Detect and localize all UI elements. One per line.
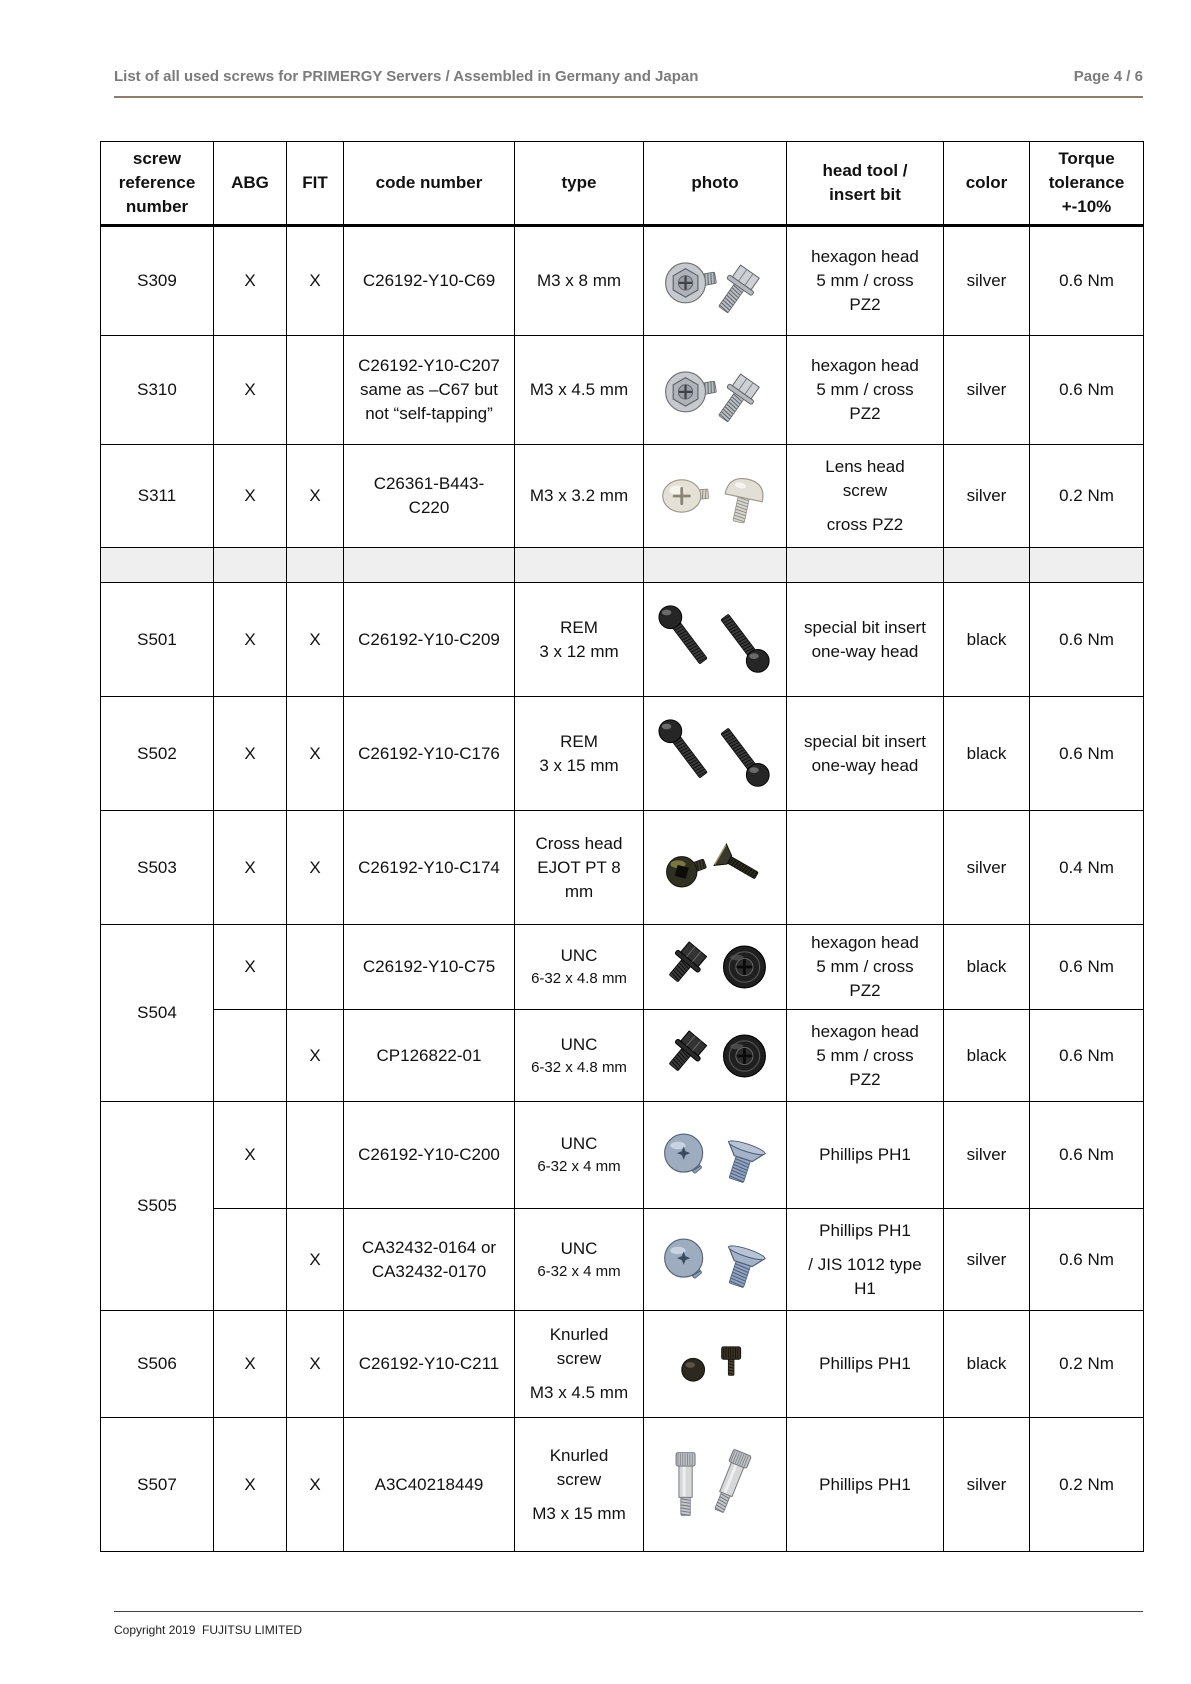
type-text: M3 x 3.2 mm (529, 486, 629, 505)
type-cell (515, 1418, 644, 1552)
type-cell (515, 811, 644, 925)
header-divider (114, 96, 1143, 98)
screw-ref-cell (101, 697, 214, 811)
torque-cell (1030, 1102, 1144, 1209)
table-row (101, 697, 1144, 811)
screw-ref-text: S507 (137, 1474, 177, 1494)
rem-screws-black-photo (653, 602, 777, 678)
head-tool-text: Lens head screw (825, 457, 905, 500)
abg-cell (214, 1209, 287, 1311)
screw-ref-cell (101, 226, 214, 336)
unc-countersunk-screws-photo (653, 1222, 777, 1298)
head-tool-cell (787, 925, 944, 1010)
color-cell (944, 925, 1030, 1010)
color-cell (944, 1311, 1030, 1418)
code-number-text: C26192-Y10-C176 (358, 743, 500, 763)
torque-text: 0.2 Nm (1059, 1354, 1114, 1373)
head-tool-text: hexagon head 5 mm / cross PZ2 (811, 247, 919, 314)
code-number-text: C26192-Y10-C207 same as –C67 but not “self-tapping” (358, 356, 500, 423)
screw-ref-text: S501 (137, 629, 177, 649)
type-text: REM 3 x 15 mm (539, 731, 619, 775)
fit-cell (287, 336, 344, 445)
fit-text: X (309, 629, 321, 649)
abg-cell (214, 1010, 287, 1102)
type-cell (515, 1209, 644, 1311)
hex-flange-cross-screws-photo (653, 352, 777, 428)
photo-cell (644, 811, 787, 925)
photo-cell (644, 583, 787, 697)
type-text: UNC (560, 946, 598, 965)
abg-cell (214, 226, 287, 336)
code-number-cell (344, 1209, 515, 1311)
photo-cell (644, 1010, 787, 1102)
screw-ref-text: S309 (137, 271, 177, 290)
torque-cell (1030, 697, 1144, 811)
photo-cell (644, 1418, 787, 1552)
code-number-cell (344, 226, 515, 336)
fit-text: X (309, 1354, 321, 1373)
screw-ref-cell (101, 1311, 214, 1418)
fit-text: X (309, 857, 321, 877)
head-tool-cell (787, 1209, 944, 1311)
code-number-cell (344, 1418, 515, 1552)
abg-cell (214, 336, 287, 445)
type-cell (515, 1010, 644, 1102)
screw-ref-text: S506 (137, 1354, 177, 1373)
abg-text: X (244, 271, 256, 290)
code-number-cell (344, 548, 515, 583)
screw-ref-text: S503 (137, 857, 177, 877)
type-text: Cross head EJOT PT 8 mm (535, 833, 623, 901)
torque-cell (1030, 336, 1144, 445)
type-cell (515, 583, 644, 697)
col-header-color: color (944, 142, 1030, 226)
color-text: silver (966, 1145, 1007, 1164)
col-header-head-tool: head tool / insert bit (787, 142, 944, 226)
photo-cell (644, 697, 787, 811)
color-cell (944, 1010, 1030, 1102)
torque-text: 0.6 Nm (1059, 380, 1114, 399)
col-header-torque: Torque tolerance +-10% (1030, 142, 1144, 226)
abg-text: X (244, 486, 256, 505)
head-tool-cell (787, 1311, 944, 1418)
col-header-code-number: code number (344, 142, 515, 226)
photo-cell (644, 548, 787, 583)
color-cell (944, 548, 1030, 583)
type-detail-text: 6-32 x 4.8 mm (531, 970, 627, 987)
photo-cell (644, 445, 787, 548)
type-detail-text: 6-32 x 4.8 mm (531, 1058, 627, 1076)
abg-cell (214, 697, 287, 811)
code-number-cell (344, 336, 515, 445)
unc-countersunk-screws-photo (653, 1117, 777, 1193)
torque-text: 0.6 Nm (1059, 1045, 1114, 1065)
fit-text: X (309, 1249, 321, 1269)
color-cell (944, 583, 1030, 697)
head-tool-cell (787, 1102, 944, 1209)
col-header-photo: photo (644, 142, 787, 226)
fit-cell (287, 811, 344, 925)
page-number: Page 4 / 6 (1073, 68, 1143, 85)
type-text: M3 x 4.5 mm (529, 380, 629, 399)
head-tool-text: cross PZ2 (826, 515, 904, 534)
head-tool-text: hexagon head 5 mm / cross PZ2 (811, 933, 919, 1000)
screw-ref-cell (101, 445, 214, 548)
head-tool-cell (787, 697, 944, 811)
head-tool-cell (787, 336, 944, 445)
abg-cell (214, 811, 287, 925)
table-row (101, 1209, 1144, 1311)
table-row (101, 1418, 1144, 1552)
head-tool-text: special bit insert one-way head (804, 731, 926, 775)
code-number-text: C26192-Y10-C174 (358, 857, 500, 877)
fit-text: X (309, 1045, 321, 1065)
code-number-cell (344, 1311, 515, 1418)
table-row (101, 548, 1144, 583)
fit-cell (287, 1102, 344, 1209)
type-text: UNC (560, 1034, 598, 1054)
type-text: Knurled screw (549, 1325, 609, 1368)
torque-text: 0.6 Nm (1059, 957, 1114, 976)
torque-text: 0.4 Nm (1059, 857, 1114, 877)
code-number-cell (344, 697, 515, 811)
abg-cell (214, 445, 287, 548)
head-tool-cell (787, 548, 944, 583)
type-cell (515, 226, 644, 336)
torque-cell (1030, 811, 1144, 925)
color-text: silver (966, 486, 1007, 505)
torque-cell (1030, 1010, 1144, 1102)
type-text: UNC (560, 1238, 598, 1258)
head-tool-text: / JIS 1012 type H1 (808, 1254, 922, 1298)
rem-screws-black-photo (653, 716, 777, 792)
code-number-text: CA32432-0164 or CA32432-0170 (361, 1237, 497, 1281)
code-number-cell (344, 811, 515, 925)
head-tool-text: Phillips PH1 (819, 1474, 911, 1494)
torque-text: 0.6 Nm (1059, 1249, 1114, 1269)
type-cell (515, 548, 644, 583)
code-number-text: C26192-Y10-C75 (362, 957, 496, 976)
type-text: Knurled screw (549, 1445, 609, 1489)
fit-text: X (309, 1474, 321, 1494)
table-row (101, 226, 1144, 336)
head-tool-cell (787, 445, 944, 548)
torque-cell (1030, 445, 1144, 548)
color-cell (944, 1102, 1030, 1209)
abg-cell (214, 548, 287, 583)
abg-text: X (244, 743, 256, 763)
screw-ref-text: S310 (137, 380, 177, 399)
torque-cell (1030, 925, 1144, 1010)
code-number-text: C26192-Y10-C200 (358, 1145, 500, 1164)
torque-cell (1030, 583, 1144, 697)
table-row (101, 1311, 1144, 1418)
type-cell (515, 1311, 644, 1418)
screw-ref-text: S505 (137, 1196, 177, 1215)
table-row (101, 1102, 1144, 1209)
color-text: black (966, 629, 1007, 649)
lens-head-screws-photo (653, 458, 777, 534)
head-tool-text: special bit insert one-way head (804, 617, 926, 661)
screw-ref-cell (101, 1418, 214, 1552)
torque-text: 0.6 Nm (1059, 629, 1114, 649)
abg-text: X (244, 1474, 256, 1494)
knurled-shoulder-screws-photo (653, 1447, 777, 1523)
head-tool-text: hexagon head 5 mm / cross PZ2 (811, 1021, 919, 1089)
type-text: M3 x 8 mm (536, 271, 622, 290)
fit-cell (287, 925, 344, 1010)
screw-ref-cell (101, 583, 214, 697)
abg-cell (214, 1102, 287, 1209)
unc-hex-screws-black-photo (653, 1018, 777, 1094)
code-number-cell (344, 1010, 515, 1102)
knurled-screws-black-photo (653, 1326, 777, 1402)
color-text: black (966, 1354, 1007, 1373)
col-header-abg: ABG (214, 142, 287, 226)
color-text: silver (966, 380, 1007, 399)
head-tool-cell (787, 1010, 944, 1102)
torque-cell (1030, 226, 1144, 336)
copyright-text: Copyright 2019 FUJITSU LIMITED (114, 1623, 303, 1637)
torque-text: 0.6 Nm (1059, 743, 1114, 763)
code-number-text: C26192-Y10-C211 (358, 1354, 500, 1373)
fit-cell (287, 1311, 344, 1418)
type-text: UNC (560, 1134, 598, 1153)
type-cell (515, 445, 644, 548)
code-number-text: A3C40218449 (374, 1474, 484, 1494)
screw-ref-text: S502 (137, 743, 177, 763)
code-number-cell (344, 925, 515, 1010)
type-cell (515, 697, 644, 811)
code-number-text: C26361-B443- C220 (373, 474, 485, 517)
torque-text: 0.6 Nm (1059, 1145, 1114, 1164)
abg-text: X (244, 380, 256, 399)
type-cell (515, 1102, 644, 1209)
type-text: REM 3 x 12 mm (539, 617, 619, 661)
fit-text: X (309, 271, 321, 290)
torque-cell (1030, 548, 1144, 583)
screw-ref-cell (101, 811, 214, 925)
head-tool-text: Phillips PH1 (819, 1220, 911, 1240)
col-header-screw-reference: screw reference number (101, 142, 214, 226)
code-number-text: C26192-Y10-C69 (362, 271, 496, 290)
photo-cell (644, 226, 787, 336)
screw-table (100, 141, 1144, 1552)
torque-text: 0.2 Nm (1059, 486, 1114, 505)
fit-cell (287, 445, 344, 548)
color-cell (944, 697, 1030, 811)
table-body (101, 226, 1144, 1552)
photo-cell (644, 1102, 787, 1209)
type-detail-text: 6-32 x 4 mm (537, 1158, 621, 1175)
table-row (101, 336, 1144, 445)
type-text: M3 x 15 mm (532, 1503, 626, 1523)
code-number-text: CP126822-01 (376, 1045, 482, 1065)
color-cell (944, 1418, 1030, 1552)
document-title: List of all used screws for PRIMERGY Servers / Assembled in Germany and Japan (114, 68, 699, 85)
table-row (101, 583, 1144, 697)
table-row (101, 811, 1144, 925)
color-cell (944, 811, 1030, 925)
torque-text: 0.6 Nm (1059, 271, 1114, 290)
color-cell (944, 445, 1030, 548)
color-text: silver (966, 271, 1007, 290)
torque-text: 0.2 Nm (1059, 1474, 1114, 1494)
photo-cell (644, 1311, 787, 1418)
head-tool-text: hexagon head 5 mm / cross PZ2 (811, 356, 919, 423)
abg-cell (214, 1311, 287, 1418)
footer-divider (114, 1611, 1143, 1612)
fit-cell (287, 226, 344, 336)
screw-ref-cell (101, 1102, 214, 1311)
screw-ref-cell (101, 925, 214, 1102)
fit-cell (287, 583, 344, 697)
photo-cell (644, 336, 787, 445)
code-number-text: C26192-Y10-C209 (358, 629, 500, 649)
abg-cell (214, 1418, 287, 1552)
abg-cell (214, 583, 287, 697)
screw-ref-cell (101, 336, 214, 445)
code-number-cell (344, 445, 515, 548)
head-tool-cell (787, 226, 944, 336)
type-cell (515, 336, 644, 445)
screw-ref-text: S504 (137, 1003, 177, 1022)
abg-text: X (244, 1354, 256, 1373)
abg-cell (214, 925, 287, 1010)
fit-text: X (309, 743, 321, 763)
table-header-row (101, 142, 1144, 226)
code-number-cell (344, 1102, 515, 1209)
screw-ref-text: S311 (137, 486, 177, 505)
abg-text: X (244, 957, 256, 976)
fit-cell (287, 548, 344, 583)
ejot-screws-photo (653, 830, 777, 906)
type-detail-text: 6-32 x 4 mm (537, 1262, 621, 1280)
color-cell (944, 226, 1030, 336)
hex-flange-cross-screws-photo (653, 243, 777, 319)
fit-cell (287, 1418, 344, 1552)
color-cell (944, 336, 1030, 445)
color-text: silver (966, 1249, 1007, 1269)
fit-text: X (309, 486, 321, 505)
table-row (101, 925, 1144, 1010)
head-tool-cell (787, 583, 944, 697)
table-row (101, 1010, 1144, 1102)
head-tool-text: Phillips PH1 (819, 1145, 911, 1164)
col-header-type: type (515, 142, 644, 226)
torque-cell (1030, 1418, 1144, 1552)
color-text: silver (966, 1474, 1007, 1494)
abg-text: X (244, 1145, 256, 1164)
code-number-cell (344, 583, 515, 697)
col-header-fit: FIT (287, 142, 344, 226)
color-text: black (966, 957, 1007, 976)
color-text: silver (966, 857, 1007, 877)
abg-text: X (244, 629, 256, 649)
abg-text: X (244, 857, 256, 877)
fit-cell (287, 1010, 344, 1102)
color-text: black (966, 1045, 1007, 1065)
photo-cell (644, 925, 787, 1010)
fit-cell (287, 697, 344, 811)
torque-cell (1030, 1209, 1144, 1311)
fit-cell (287, 1209, 344, 1311)
torque-cell (1030, 1311, 1144, 1418)
unc-hex-screws-black-photo (653, 929, 777, 1005)
color-cell (944, 1209, 1030, 1311)
type-text: M3 x 4.5 mm (529, 1383, 629, 1402)
head-tool-text: Phillips PH1 (819, 1354, 911, 1373)
head-tool-cell (787, 1418, 944, 1552)
table-row (101, 445, 1144, 548)
photo-cell (644, 1209, 787, 1311)
head-tool-cell (787, 811, 944, 925)
type-cell (515, 925, 644, 1010)
screw-ref-cell (101, 548, 214, 583)
color-text: black (966, 743, 1007, 763)
